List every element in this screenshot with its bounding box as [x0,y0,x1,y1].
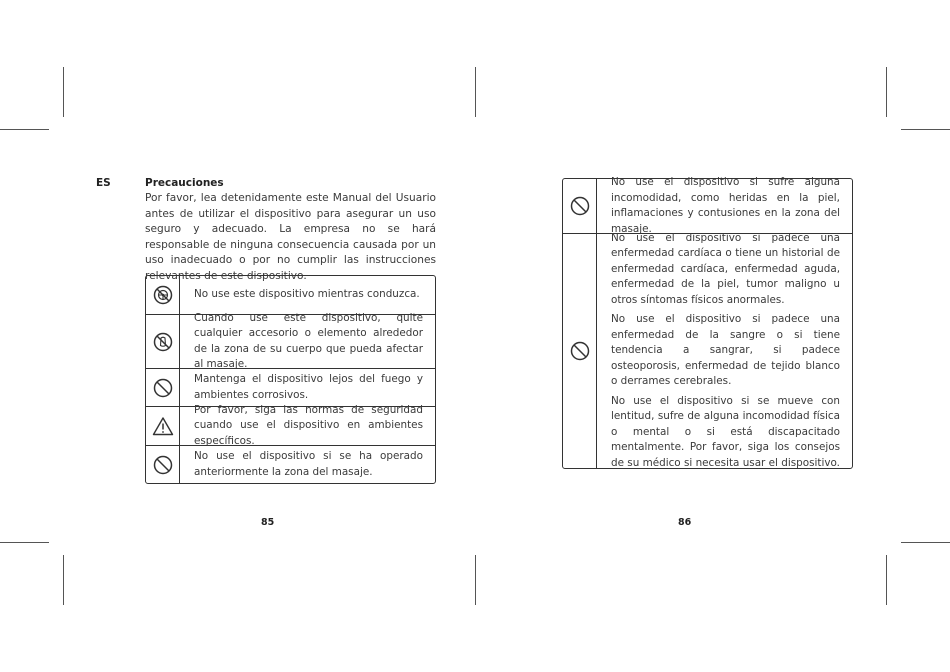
row-text-block [597,176,852,235]
row-paragraph: No use el dispositivo si padece una enfermedad cardíaca o tiene un historial de enfermedad cardíaca, enfermedad aguda, enfermedad de la piel, tumor maligno u otros síntomas físicos anormales. [611,231,840,306]
crop-mark [901,129,950,130]
no-accessories-icon [146,315,180,368]
crop-mark [475,67,476,117]
precautions-table-right [562,178,853,469]
section-title: Precauciones [145,177,224,189]
prohibited-icon [563,179,597,233]
warning-triangle-icon [146,407,180,445]
row-text: No use el dispositivo si se ha operado anteriormente la zona del masaje. [194,450,423,478]
crop-mark [63,555,64,605]
table-row [146,445,435,483]
crop-mark [0,542,49,543]
row-text: No use este dispositivo mientras conduzca. [194,288,420,301]
intro-paragraph: Por favor, lea detenidamente este Manual del Usuario antes de utilizar el dispositivo para asegurar un uso seguro y adecuado. La empresa no se hará responsable de ninguna consecuencia causada por un uso inadecuado o por no cumplir las instrucciones relevantes de este dispositivo. [145,192,436,282]
prohibited-icon [146,446,180,483]
crop-mark [886,67,887,117]
prohibited-icon [563,234,597,468]
page-number: 86 [678,517,692,528]
table-row [563,233,852,468]
row-text: Cuando use este dispositivo, quite cualquier accesorio o elemento alrededor de la zona de su cuerpo que pueda afectar al masaje. [194,311,423,370]
crop-mark [901,542,950,543]
table-row [146,368,435,406]
no-driving-icon [146,276,180,314]
crop-mark [475,555,476,605]
prohibited-icon [146,369,180,406]
crop-mark [0,129,49,130]
table-row [146,311,435,370]
row-text: Por favor, siga las normas de seguridad cuando use el dispositivo en ambientes específicos. [194,403,423,447]
page-number: 85 [261,517,275,528]
table-row [146,403,435,447]
crop-mark [886,555,887,605]
table-row [563,176,852,235]
row-text: Mantenga el dispositivo lejos del fuego y ambientes corrosivos. [194,373,423,401]
row-text-block [597,231,852,469]
crop-mark [63,67,64,117]
language-code: ES [96,177,111,189]
row-paragraph: No use el dispositivo si sufre alguna incomodidad, como heridas en la piel, inflamaciones y contusiones en la zona del masaje. [611,176,840,235]
row-paragraph: No use el dispositivo si se mueve con lentitud, sufre de alguna incomodidad física o mental o si está discapacitado mentalmente. Por favor, siga los consejos de su médico si necesita usar el dispositivo. [611,394,840,469]
row-paragraph: No use el dispositivo si padece una enfermedad de la sangre o si tiene tendencia a sangrar, si padece osteoporosis, enfermedad de tejido blanco o derrames cerebrales. [611,313,840,388]
table-row [146,276,435,314]
precautions-table-left [145,275,436,484]
